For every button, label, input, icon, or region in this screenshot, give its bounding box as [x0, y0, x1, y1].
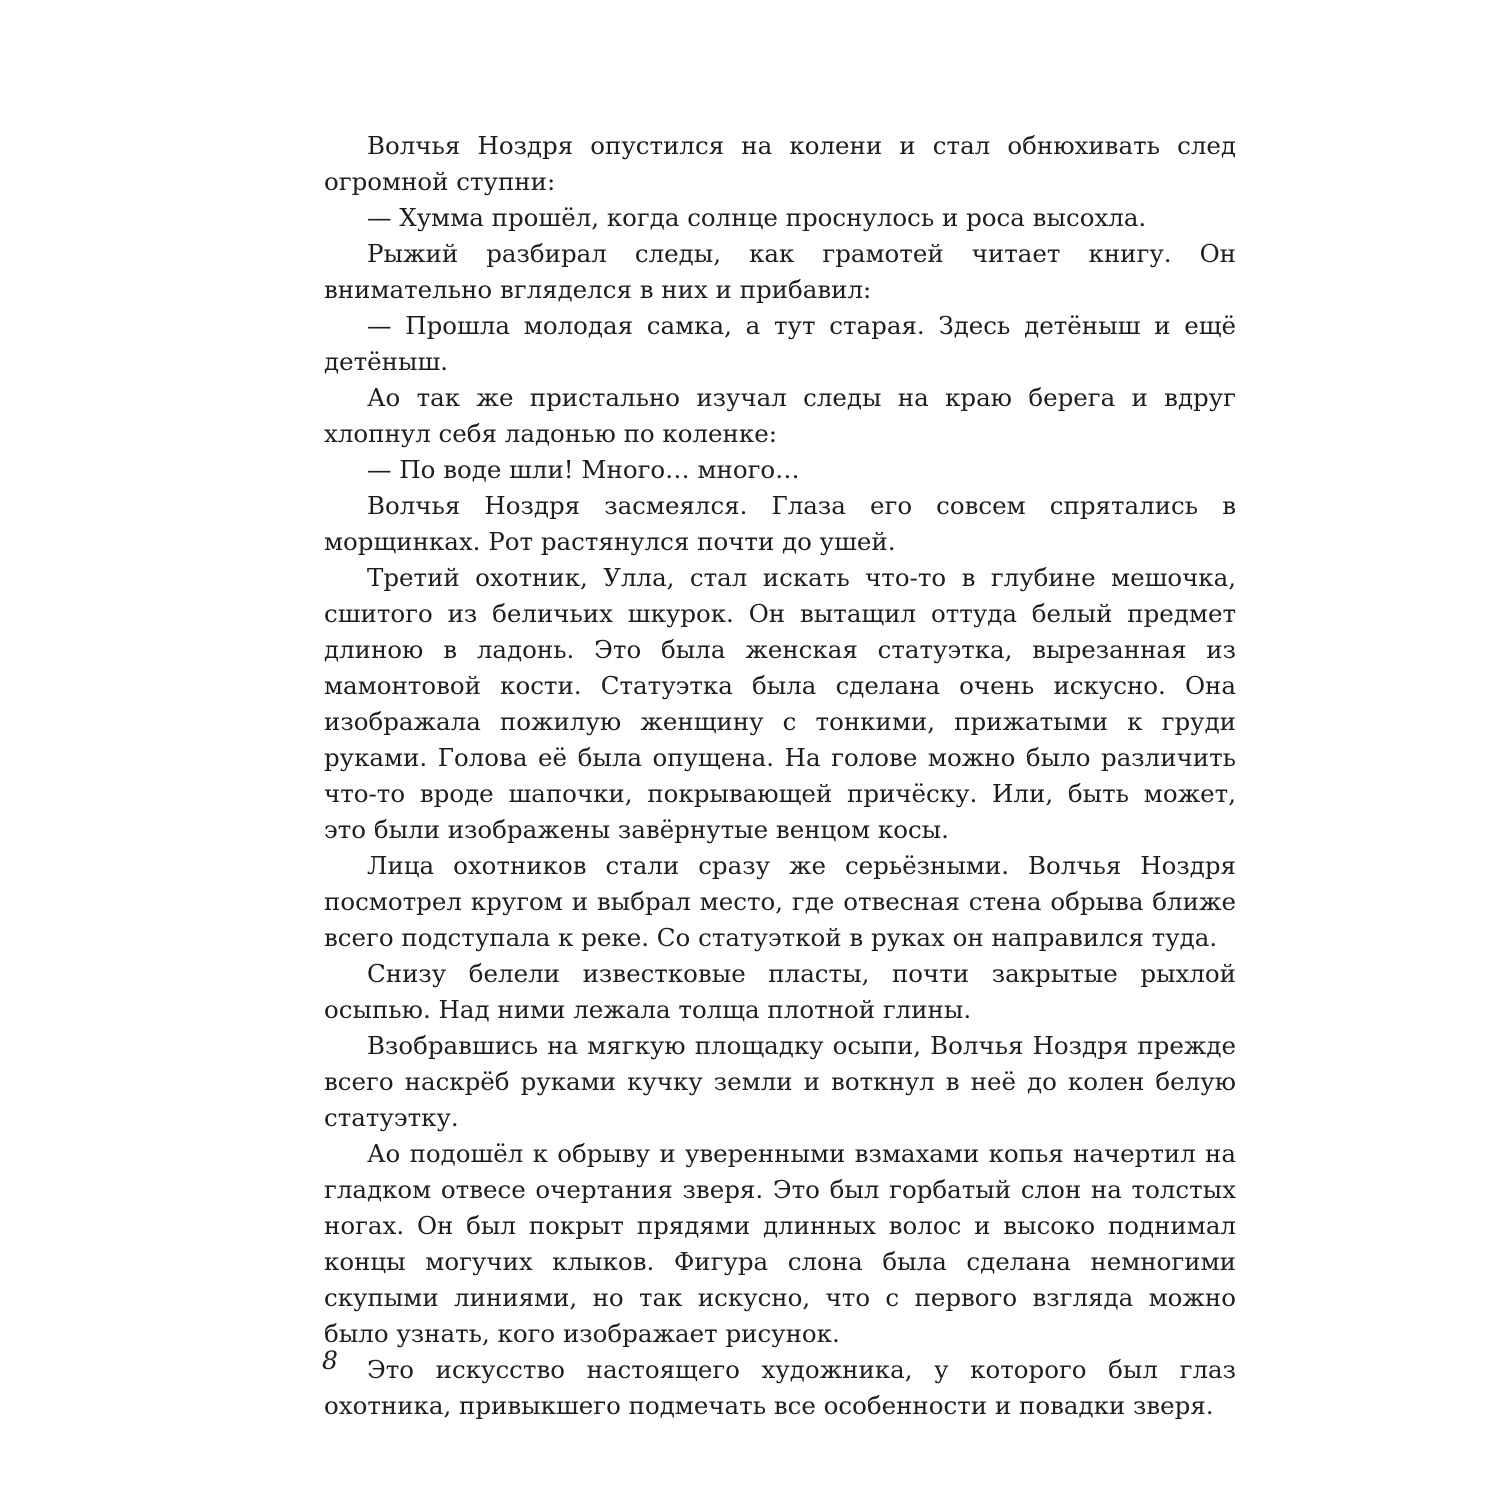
body-text — [324, 128, 1236, 1424]
paragraph: Лица охотников стали сразу же серьёзными. Волчья Ноздря посмотрел кругом и выбрал место, где отвесная стена обрыва ближе всего подступала к реке. Со статуэткой в руках он направился туда. — [324, 851, 1236, 952]
paragraph: Это искусство настоящего художника, у которого был глаз охотника, привыкшего подмечать все особенности и повадки зверя. — [324, 1355, 1236, 1420]
paragraph: Волчья Ноздря засмеялся. Глаза его совсем спрятались в морщинках. Рот растянулся почти до ушей. — [324, 491, 1236, 556]
paragraph: — Хумма прошёл, когда солнце проснулось и роса высохла. — [367, 203, 1147, 232]
paragraph: Ао так же пристально изучал следы на краю берега и вдруг хлопнул себя ладонью по коленке: — [324, 383, 1236, 448]
paragraph: Снизу белели известковые пласты, почти закрытые рыхлой осыпью. Над ними лежала толща плотной глины. — [324, 959, 1236, 1024]
paragraph: Взобравшись на мягкую площадку осыпи, Волчья Ноздря прежде всего наскрёб руками кучку земли и воткнул в неё до колен белую статуэтку. — [324, 1031, 1236, 1132]
page-number: 8 — [322, 1346, 338, 1375]
paragraph: Третий охотник, Улла, стал искать что-то в глубине мешочка, сшитого из беличьих шкурок. Он вытащил оттуда белый предмет длиною в ладонь. Это была женская статуэтка, вырезанная из мамонтовой кости. Статуэтка была сделана очень искусно. Она изображала пожилую женщину с тонкими, прижатыми к груди руками. Голова её была опущена. На голове можно было различить что-то вроде шапочки, покрывающей причёску. Или, быть может, это были изображены завёрнутые венцом косы. — [324, 563, 1236, 844]
paragraph: Ао подошёл к обрыву и уверенными взмахами копья начертил на гладком отвесе очертания зверя. Это был горбатый слон на толстых ногах. Он был покрыт прядями длинных волос и высоко поднимал концы могучих клыков. Фигура слона была сделана немногими скупыми линиями, но так искусно, что с первого взгляда можно было узнать, кого изображает рисунок. — [324, 1139, 1236, 1348]
paragraph: Волчья Ноздря опустился на колени и стал обнюхивать след огромной ступни: — [324, 131, 1236, 196]
paragraph: — Прошла молодая самка, а тут старая. Здесь детёныш и ещё детёныш. — [324, 311, 1236, 376]
paragraph: — По воде шли! Много… много… — [367, 455, 800, 484]
paragraph: Рыжий разбирал следы, как грамотей читает книгу. Он внимательно вгляделся в них и прибавил: — [324, 239, 1236, 304]
